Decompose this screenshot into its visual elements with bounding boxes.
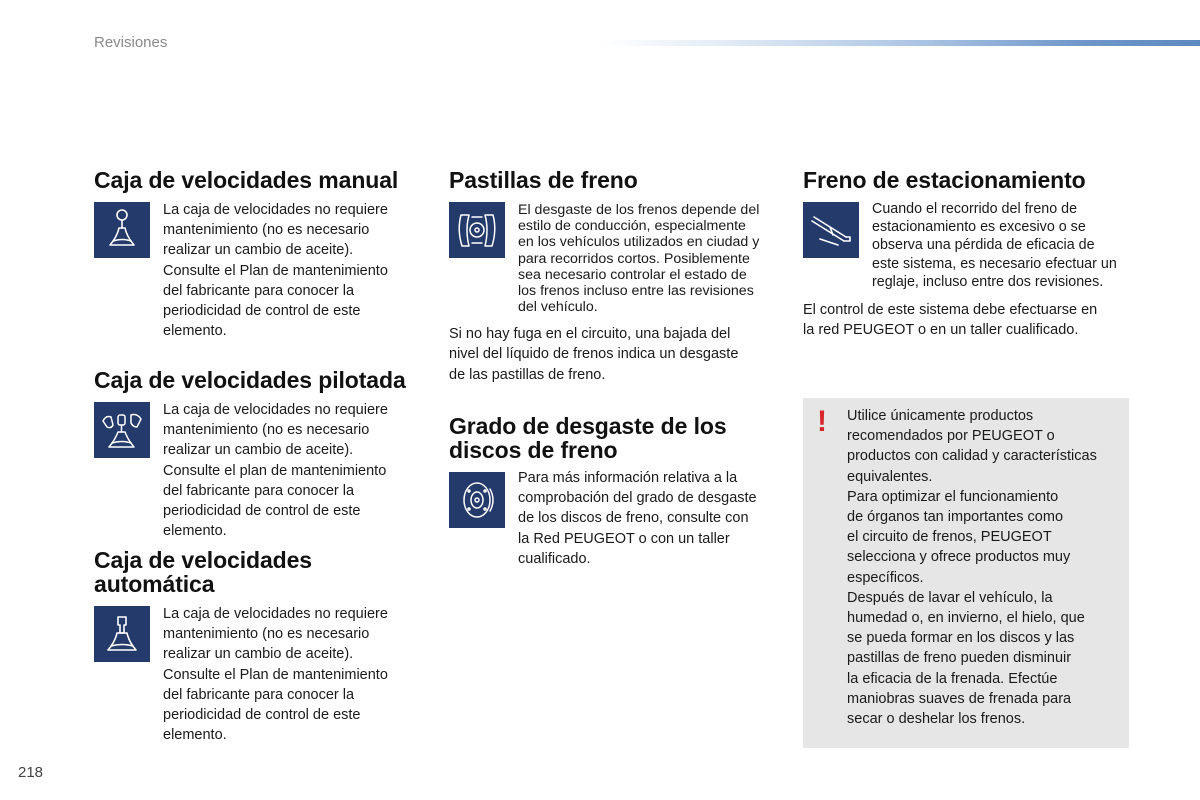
warning-box	[803, 398, 1129, 748]
section-label: Revisiones	[94, 34, 168, 51]
section-manual-gearbox	[94, 167, 424, 340]
section-brake-pads	[449, 167, 779, 383]
section-piloted-gearbox	[94, 367, 424, 540]
automatic-gearbox-icon	[94, 606, 150, 662]
section-body: Para más información relativa a la comprobación del grado de desgaste de los discos de freno, consulte con la Red PEUGEOT o con un taller cualificado.	[518, 470, 757, 567]
section-body: La caja de velocidades no requiere mantenimiento (no es necesario realizar un cambio de aceite). Consulte el Plan de mantenimiento del fabricante para conocer la periodicidad de control de este elemento.	[163, 202, 388, 340]
page-number: 218	[18, 764, 44, 781]
exclamation-icon: !	[817, 405, 827, 438]
piloted-gearbox-icon	[94, 402, 150, 458]
section-title: Freno de estacionamiento	[803, 167, 1086, 193]
section-body: La caja de velocidades no requiere mantenimiento (no es necesario realizar un cambio de aceite). Consulte el plan de mantenimiento del fabricante para conocer la periodicidad de control de este elemento.	[163, 402, 388, 540]
parking-brake-icon	[803, 202, 859, 258]
section-title-line-1: Caja de velocidades	[94, 547, 312, 573]
section-title: Pastillas de freno	[449, 167, 638, 193]
brake-disc-icon	[449, 472, 505, 528]
section-body: Cuando el recorrido del freno de estacionamiento es excesivo o se observa una pérdida de eficacia de este sistema, es necesario efectuar un reglaje, incluso entre dos revisiones.	[872, 201, 1117, 290]
section-note: Si no hay fuga en el circuito, una bajada del nivel del líquido de frenos indica un desgaste de las pastillas de freno.	[449, 326, 739, 383]
section-parking-brake	[803, 167, 1133, 339]
section-brake-disc-wear	[449, 413, 779, 567]
manual-gearbox-icon	[94, 202, 150, 258]
section-title-line-2: discos de freno	[449, 437, 618, 463]
section-title-line-1: Grado de desgaste de los	[449, 413, 727, 439]
section-note: El control de este sistema debe efectuarse en la red PEUGEOT o en un taller cualificado.	[803, 302, 1098, 339]
section-title: Caja de velocidades manual	[94, 167, 399, 193]
brake-pads-icon	[449, 202, 505, 258]
section-automatic-gearbox	[94, 547, 424, 744]
section-title-line-2: automática	[94, 571, 215, 597]
section-title: Caja de velocidades pilotada	[94, 367, 406, 393]
warning-text: Utilice únicamente productos recomendados por PEUGEOT o productos con calidad y características equivalentes. Para optimizar el funcionamiento de órganos tan importantes como el circuito de frenos, PEUGEOT selecciona y ofrece productos muy específicos. Después de lavar el vehículo, la humedad o, en invierno, el hielo, que se pueda formar en los discos y las pastillas de freno pueden disminuir la eficacia de la frenada. Efectúe maniobras suaves de frenada para secar o deshelar los frenos.	[847, 408, 1097, 728]
section-body: La caja de velocidades no requiere mantenimiento (no es necesario realizar un cambio de aceite). Consulte el Plan de mantenimiento del fabricante para conocer la periodicidad de control de este elemento.	[163, 606, 388, 744]
section-body: El desgaste de los frenos depende del estilo de conducción, especialmente en los vehículos utilizados en ciudad y para recorridos cortos. Posiblemente sea necesario controlar el estado de los frenos incluso entre las revisiones del vehículo.	[518, 202, 760, 316]
header-accent-bar	[600, 40, 1200, 46]
